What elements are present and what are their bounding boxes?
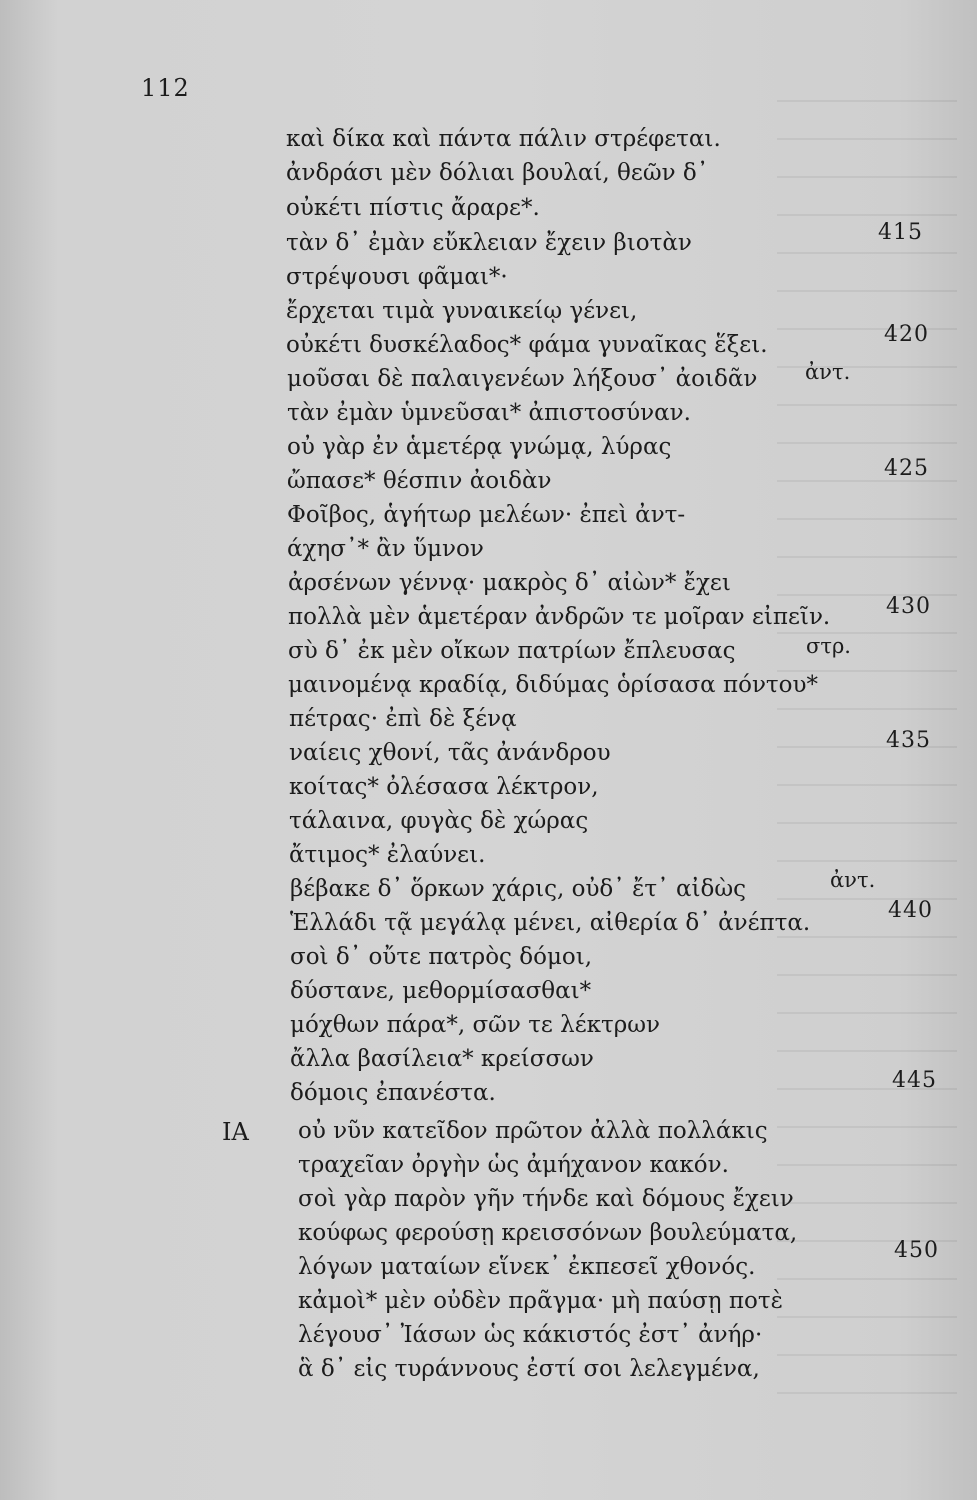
line-number: 435 xyxy=(886,728,931,753)
line-number: 445 xyxy=(892,1068,937,1093)
verse-line: σὺ δ᾿ ἐκ μὲν οἴκων πατρίων ἔπλευσας xyxy=(288,638,736,664)
page-number: 112 xyxy=(141,74,190,102)
antistrophe-mark: ἀντ. xyxy=(805,360,851,384)
verse-line: κοίτας* ὀλέσασα λέκτρον, xyxy=(289,774,599,800)
speaker-label: ΙΑ xyxy=(222,1118,249,1146)
verse-line: ἀρσένων γέννᾳ· μακρὸς δ᾿ αἰὼν* ἔχει xyxy=(288,570,731,596)
line-number: 415 xyxy=(878,220,923,245)
verse-line: δόμοις ἐπανέστα. xyxy=(290,1080,496,1106)
verse-line: λέγουσ᾿ Ἰάσων ὡς κάκιστός ἐστ᾿ ἀνήρ· xyxy=(298,1322,763,1348)
verse-line: οὐκέτι πίστις ἄραρε*. xyxy=(286,195,540,221)
show-through-text xyxy=(777,100,957,1420)
line-number: 430 xyxy=(886,594,931,619)
verse-line: λόγων ματαίων εἵνεκ᾿ ἐκπεσεῖ χθονός. xyxy=(298,1254,756,1280)
verse-line: ἄτιμος* ἐλαύνει. xyxy=(289,842,486,868)
verse-line: Ἑλλάδι τᾷ μεγάλᾳ μένει, αἰθερία δ᾿ ἀνέπτα. xyxy=(290,910,811,936)
verse-line: τάλαινα, φυγὰς δὲ χώρας xyxy=(289,808,589,834)
verse-line: ἄλλα βασίλεια* κρείσσων xyxy=(290,1046,594,1072)
verse-line: σοὶ δ᾿ οὔτε πατρὸς δόμοι, xyxy=(290,944,593,970)
verse-line: στρέψουσι φᾶμαι*· xyxy=(286,264,508,290)
verse-line: σοὶ γὰρ παρὸν γῆν τήνδε καὶ δόμους ἔχειν xyxy=(298,1186,794,1212)
verse-line: τραχεῖαν ὀργὴν ὡς ἀμήχανον κακόν. xyxy=(298,1152,729,1178)
verse-line: βέβακε δ᾿ ὅρκων χάρις, οὐδ᾿ ἔτ᾿ αἰδὼς xyxy=(290,876,747,902)
verse-line: μαινομένᾳ κραδίᾳ, διδύμας ὁρίσασα πόντου* xyxy=(288,672,818,698)
line-number: 450 xyxy=(894,1238,939,1263)
antistrophe-mark: ἀντ. xyxy=(830,868,876,892)
line-number: 420 xyxy=(884,322,929,347)
verse-line: δύστανε, μεθορμίσασθαι* xyxy=(290,978,592,1004)
verse-line: ἀνδράσι μὲν δόλιαι βουλαί, θεῶν δ᾿ xyxy=(286,160,709,186)
verse-line: πέτρας· ἐπὶ δὲ ξένᾳ xyxy=(289,706,517,732)
verse-line: ὤπασε* θέσπιν ἀοιδὰν xyxy=(287,468,552,494)
verse-line: κούφως φερούσῃ κρεισσόνων βουλεύματα, xyxy=(298,1220,798,1246)
verse-line: οὐ γὰρ ἐν ἁμετέρᾳ γνώμᾳ, λύρας xyxy=(287,434,672,460)
verse-line: άχησ᾿* ἂν ὕμνον xyxy=(287,536,484,562)
verse-line: οὐ νῦν κατεῖδον πρῶτον ἀλλὰ πολλάκις xyxy=(298,1118,768,1144)
verse-line: ναίεις χθονί, τᾶς ἀνάνδρου xyxy=(289,740,611,766)
verse-line: μόχθων πάρα*, σῶν τε λέκτρων xyxy=(290,1012,660,1038)
verse-line: ἔρχεται τιμὰ γυναικείῳ γένει, xyxy=(286,298,638,324)
line-number: 440 xyxy=(888,898,933,923)
verse-line: τὰν δ᾿ ἐμὰν εὔκλειαν ἔχειν βιοτὰν xyxy=(286,230,692,256)
verse-line: μοῦσαι δὲ παλαιγενέων λήξουσ᾿ ἀοιδᾶν xyxy=(287,366,758,392)
verse-line: τὰν ἐμὰν ὑμνεῦσαι* ἀπιστοσύναν. xyxy=(287,400,691,426)
verse-line: οὐκέτι δυσκέλαδος* φάμα γυναῖκας ἕξει. xyxy=(286,332,768,358)
line-number: 425 xyxy=(884,456,929,481)
verse-line: καὶ δίκα καὶ πάντα πάλιν στρέφεται. xyxy=(286,126,721,152)
verse-line: κἀμοὶ* μὲν οὐδὲν πρᾶγμα· μὴ παύσῃ ποτὲ xyxy=(298,1288,783,1314)
verse-line: ἃ δ᾿ εἰς τυράννους ἐστί σοι λελεγμένα, xyxy=(298,1356,760,1382)
verse-line: πολλὰ μὲν ἁμετέραν ἀνδρῶν τε μοῖραν εἰπεῖν. xyxy=(288,604,831,630)
strophe-mark: στρ. xyxy=(806,634,851,658)
verse-line: Φοῖβος, ἁγήτωρ μελέων· ἐπεὶ ἀντ- xyxy=(287,502,686,528)
